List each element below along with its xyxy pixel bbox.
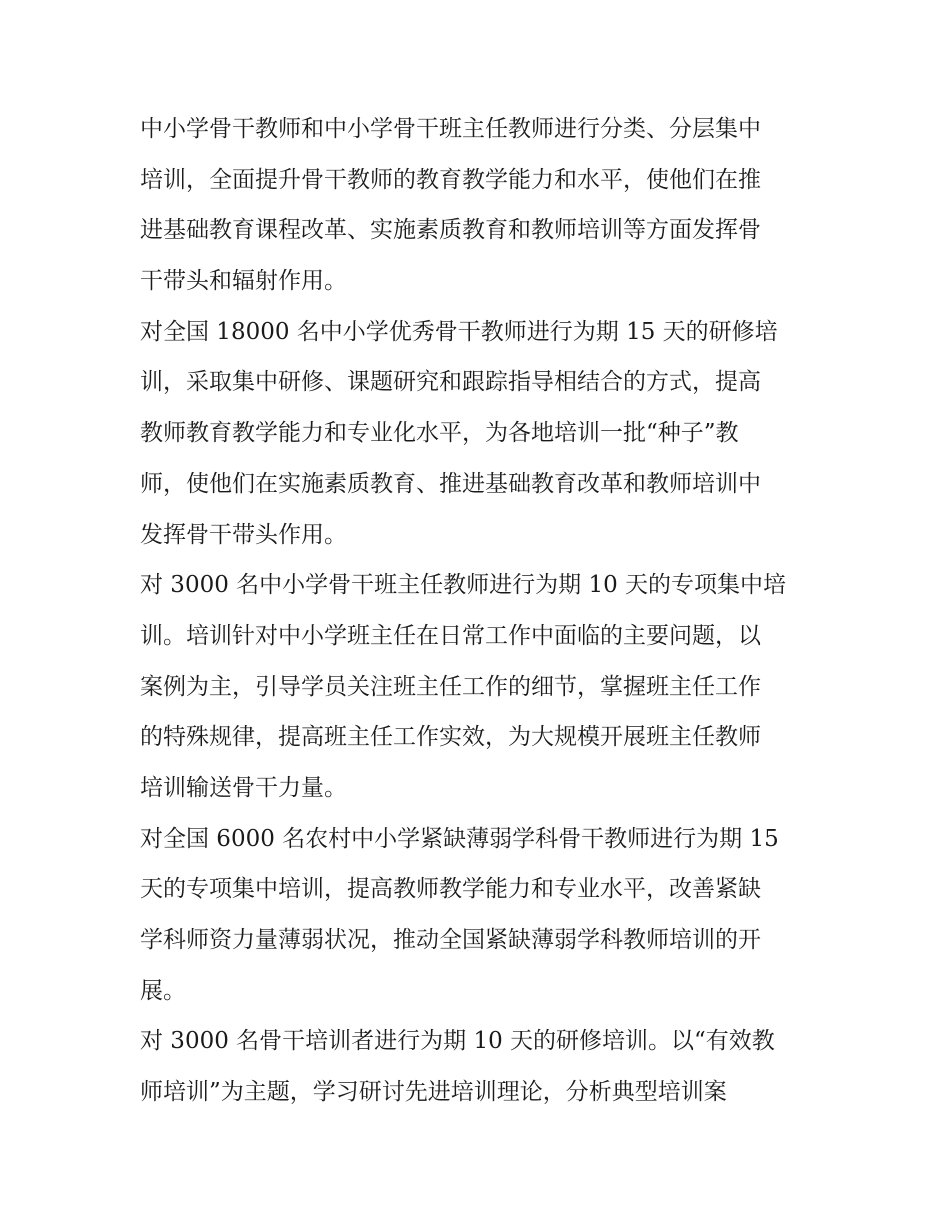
text-line: 干带头和辐射作用。 (140, 268, 347, 295)
paragraph-4 (140, 814, 812, 1017)
text-line: 对 3000 名中小学骨干班主任教师进行为期 10 天的专项集中培 (140, 572, 787, 599)
text-line: 展。 (140, 977, 186, 1004)
text-line: 发挥骨干带头作用。 (140, 521, 347, 548)
text-line: 进基础教育课程改革、实施素质教育和教师培训等方面发挥骨 (140, 217, 761, 244)
document-body (140, 104, 812, 1118)
text-line: 学科师资力量薄弱状况，推动全国紧缺薄弱学科教师培训的开 (140, 927, 761, 953)
text-line: 培训输送骨干力量。 (140, 774, 347, 801)
text-line: 师，使他们在实施素质教育、推进基础教育改革和教师培训中 (140, 470, 761, 497)
paragraph-2 (140, 307, 812, 560)
text-line: 培训，全面提升骨干教师的教育教学能力和水平，使他们在推 (140, 166, 761, 193)
text-line: 对 3000 名骨干培训者进行为期 10 天的研修培训。以“有效教 (140, 1028, 775, 1055)
text-line: 对全国 6000 名农村中小学紧缺薄弱学科骨干教师进行为期 15 (140, 825, 779, 852)
text-line: 师培训”为主题，学习研讨先进培训理论，分析典型培训案 (140, 1079, 727, 1106)
text-line: 中小学骨干教师和中小学骨干班主任教师进行分类、分层集中 (140, 116, 761, 142)
paragraph-3 (140, 560, 812, 813)
text-line: 训。培训针对中小学班主任在日常工作中面临的主要问题，以 (140, 622, 761, 649)
paragraph-5 (140, 1016, 812, 1117)
text-line: 对全国 18000 名中小学优秀骨干教师进行为期 15 天的研修培 (140, 318, 778, 345)
text-line: 天的专项集中培训，提高教师教学能力和专业水平，改善紧缺 (140, 876, 761, 903)
text-line: 教师教育教学能力和专业化水平，为各地培训一批“种子”教 (140, 420, 739, 447)
text-line: 的特殊规律，提高班主任工作实效，为大规模开展班主任教师 (140, 724, 761, 751)
paragraph-1 (140, 104, 812, 307)
text-line: 训，采取集中研修、课题研究和跟踪指导相结合的方式，提高 (140, 369, 761, 396)
text-line: 案例为主，引导学员关注班主任工作的细节，掌握班主任工作 (140, 673, 761, 700)
